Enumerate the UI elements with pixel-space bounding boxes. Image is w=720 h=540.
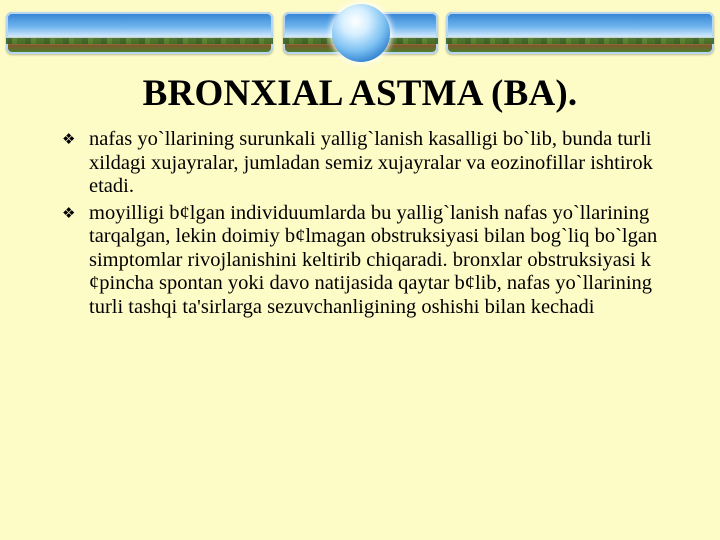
header-banner-left: [6, 12, 273, 54]
slide-title: BRONXIAL ASTMA (BA).: [142, 73, 578, 114]
bullet-item: [62, 128, 662, 199]
diamond-bullet-icon: ❖: [62, 130, 76, 148]
diamond-bullet-icon: ❖: [62, 203, 76, 222]
globe-icon: [332, 4, 390, 62]
bullet-text: nafas yo`llarining surunkali yallig`lanish kasalligi bo`lib, bunda turli xildagi xujayralar, jumladan semiz xujayralar va eozinofillar ishtirok etadi.: [89, 128, 653, 197]
bullet-item: [62, 202, 662, 320]
bullet-list: [62, 128, 662, 322]
header-banner-right: [446, 12, 714, 54]
bullet-text: moyilligi b¢lgan individuumlarda bu yallig`lanish nafas yo`llarining tarqalgan, lekin doimiy b¢lmagan obstruksiyasi bilan bog`liq bo`lgan simptomlar rivojlanishini keltirib chiqaradi. bronxlar obstruksiyasi k ¢pincha spontan yoki davo natijasida qaytar b¢lib, nafas yo`llarining turli tashqi ta'sirlarga sezuvchanligining oshishi bilan kechadi: [89, 201, 658, 318]
